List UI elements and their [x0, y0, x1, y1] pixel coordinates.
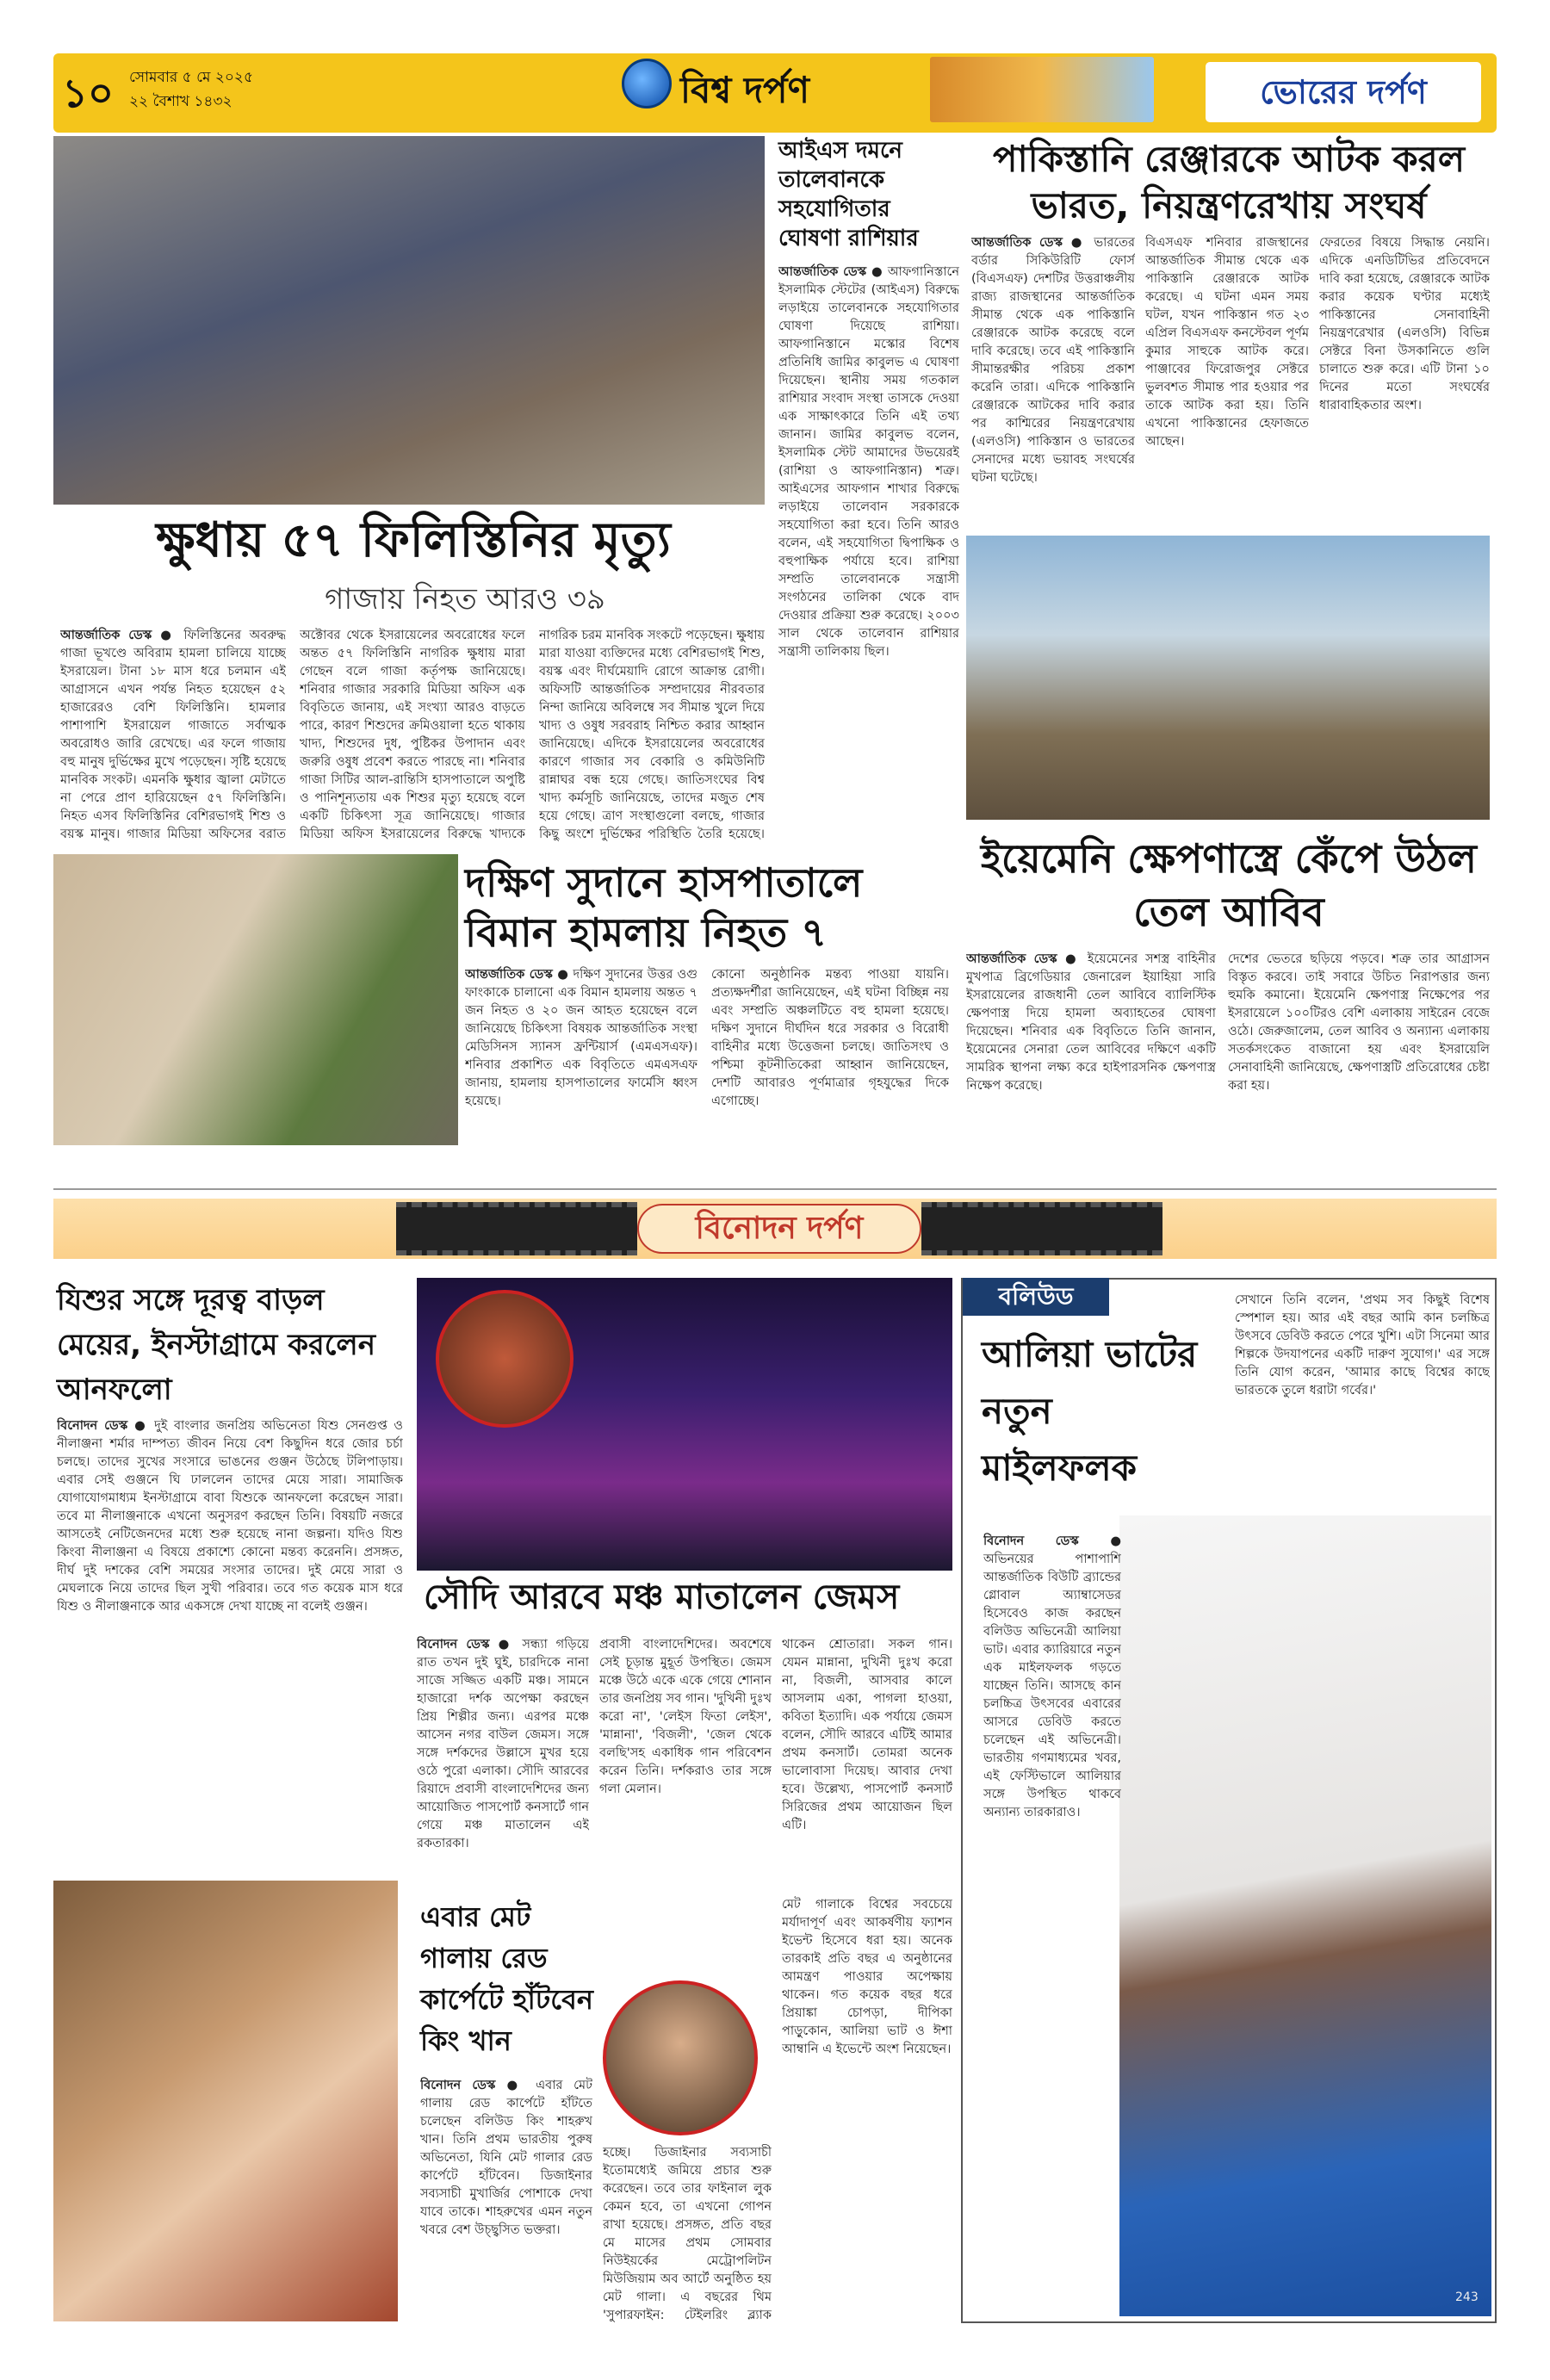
gaza-photo: [53, 136, 765, 505]
srk-headline: এবার মেট গালায় রেড কার্পেটে হাঁটবেন কিং খান: [420, 1900, 593, 2057]
gaza-headline: ক্ষুধায় ৫৭ ফিলিস্তিনির মৃত্যু: [156, 512, 671, 568]
alia-photo: [1119, 1515, 1491, 2316]
yemen-col1: আন্তর্জাতিক ডেস্ক ● ইয়েমেনের সশস্ত্র বাহিনীর মুখপাত্র ব্রিগেডিয়ার জেনারেল ইয়াহিয়া সারি ইসরায়েলের রাজধানী তেল আবিবে ব্যালিস্টিক ক্ষেপণাস্ত্র দিয়ে হামলা অব্যাহতের ঘোষণা দিয়েছেন। শনিবার এক বিবৃতিতে তিনি জানান, ইয়েমেনের সেনারা তেল আবিবের দক্ষিণে একটি সামরিক স্থাপনা লক্ষ্য করে হাইপারসনিক ক্ষেপণাস্ত্র নিক্ষেপ করেছে।: [966, 952, 1216, 1093]
pakistan-col3: ফেরতের বিষয়ে সিদ্ধান্ত নেয়নি। এদিকে এনডিটিভির প্রতিবেদনে দাবি করা হয়েছে, রেঞ্জারকে আটক করার কয়েক ঘণ্টার মধ্যেই পাকিস্তানের সেনাবাহিনী নিয়ন্ত্রণরেখার (এলওসি) বিভিন্ন সেক্টরে বিনা উসকানিতে গুলি চালাতে শুরু করে। এটি টানা ১০ দিনের মতো সংঘর্ষের ধারাবাহিকতার অংশ।: [1319, 236, 1490, 412]
james-col2: প্রবাসী বাংলাদেশিদের। অবশেষে সেই চূড়ান্ত মুহূর্ত উপস্থিত। জেমস মঞ্চে উঠে একে একে গেয়ে শোনান তার জনপ্রিয় সব গান। 'দুখিনী দুঃখ করো না', 'লেইস ফিতা লেইস', 'মান্নানা', 'বিজলী', 'জেল থেকে বলছি'সহ একাধিক গান পরিবেশন করেন তিনি। দর্শকরাও তার সঙ্গে গলা মেলান।: [599, 1638, 772, 1796]
daughter-text: বিনোদন ডেস্ক ● দুই বাংলার জনপ্রিয় অভিনেতা যিশু সেনগুপ্ত ও নীলাঞ্জনা শর্মার দাম্পত্য জীবন নিয়ে বেশ কিছুদিন ধরে জোর চর্চা চলছে। তাদের সুখের সংসারে ভাঙনের গুঞ্জন উঠেছে টলিপাড়ায়। এবার সেই গুঞ্জনে ঘি ঢাললেন তাদের মেয়ে সারা। সামাজিক যোগাযোগমাধ্যম ইনস্টাগ্রামে বাবা যিশুকে আনফলো করেছেন সারা। তবে মা নীলাঞ্জনাকে এখনো অনুসরণ করছেন তিনি। বিষয়টি নজরে আসতেই নেটিজেনদের মধ্যে শুরু হয়েছে নানা জল্পনা। যদিও যিশু কিংবা নীলাঞ্জনা এ বিষয়ে প্রকাশ্যে কোনো মন্তব্য করেননি। প্রসঙ্গত, দীর্ঘ দুই দশকের বেশি সময়ের সংসার তাদের। দুই মেয়ে সারা ও মেঘলাকে নিয়ে তাদের ছিল সুখী পরিবার। তবে গত কয়েক মাস ধরে যিশু ও নীলাঞ্জনাকে আর একসঙ্গে দেখা যাচ্ছে না বলেই গুঞ্জন।: [57, 1419, 403, 1614]
gaza-col1: আন্তর্জাতিক ডেস্ক ● ফিলিস্তিনের অবরুদ্ধ গাজা ভূখণ্ডে অবিরাম হামলা চালিয়ে যাচ্ছে ইসরায়েল। টানা ১৮ মাস ধরে চলমান এই আগ্রাসনে এখন পর্যন্ত নিহত হয়েছেন ৫২ হাজারেরও বেশি ফিলিস্তিনি। হামলার পাশাপাশি ইসরায়েল গাজাতে সর্বাত্মক অবরোধও জারি রেখেছে। এর ফলে গাজায় বহু মানুষ দুর্ভিক্ষের মুখে পড়েছেন। সৃষ্টি হয়েছে মানবিক সংকট। এমনকি ক্ষুধার জ্বালা মেটাতে না পেরে প্রাণ হারিয়েছেন ৫৭ ফিলিস্তিনি। নিহত এসব ফিলিস্তিনির বেশিরভাগই শিশু ও বয়স্ক মানুষ। গাজার মিডিয়া অফিসের বরাত: [60, 629, 286, 841]
globe-icon: [622, 59, 672, 108]
soldier-photo: [966, 536, 1490, 820]
film-strip-left: [396, 1202, 637, 1255]
pakistan-col2: বিএসএফ শনিবার রাজস্থানের আন্তর্জাতিক সীমান্ত থেকে এক পাকিস্তানি রেঞ্জারকে আটক করেছে। এ ঘটনা এমন সময় ঘটল, যখন পাকিস্তান গত ২৩ এপ্রিল বিএসএফ কনস্টেবল পূর্ণম কুমার সাহুকে আটক করে। পাঞ্জাবের ফিরোজপুর সেক্টরে ভুলবশত সীমান্ত পার হওয়ার পর তাকে আটক করা হয়। তিনি এখনো পাকিস্তানের হেফাজতে আছেন।: [1145, 236, 1309, 449]
film-strip-right: [921, 1202, 1162, 1255]
alia-text: বিনোদন ডেস্ক ● অভিনয়ের পাশাপাশি আন্তর্জাতিক বিউটি ব্র্যান্ডের গ্লোবাল অ্যাম্বাসেডর হিসেবেও কাজ করছেন বলিউড অভিনেত্রী আলিয়া ভাট। এবার ক্যারিয়ারে নতুন এক মাইলফলক গড়তে যাচ্ছেন তিনি। আসছে কান চলচ্চিত্র উৎসবের এবারের আসরে ডেবিউ করতে চলেছেন এই অভিনেত্রী। ভারতীয় গণমাধ্যমের খবর, এই ফেস্টিভালে আলিয়ার সঙ্গে উপস্থিত থাকবে অন্যান্য তারকারাও।: [983, 1534, 1121, 1819]
srk-col1: বিনোদন ডেস্ক ● এবার মেট গালায় রেড কার্পেটে হাঁটতে চলেছেন বলিউড কিং শাহরুখ খান। তিনি প্রথম ভারতীয় পুরুষ অভিনেতা, যিনি মেট গালার রেড কার্পেটে হাঁটবেন। ডিজাইনার সব্যসাচী মুখার্জির পোশাকে দেখা যাবে তাকে। শাহরুখের এমন নতুন খবরে বেশ উচ্ছ্বসিত ভক্তরা।: [420, 2079, 592, 2237]
daughter-headline: যিশুর সঙ্গে দূরত্ব বাড়ল মেয়ের, ইনস্টাগ্রামে করলেন আনফলো: [57, 1283, 376, 1407]
james-col1: বিনোদন ডেস্ক ● সন্ধ্যা গড়িয়ে রাত তখন দুই ঘুই, চারদিকে নানা সাজে সজ্জিত একটি মঞ্চ। সামনে হাজারো দর্শক অপেক্ষা করছেন প্রিয় শিল্পীর জন্য। এরপর মঞ্চে আসেন নগর বাউল জেমস। সঙ্গে সঙ্গে দর্শকদের উল্লাসে মুখর হয়ে ওঠে পুরো এলাকা। সৌদি আরবের রিয়াদে প্রবাসী বাংলাদেশিদের জন্য আয়োজিত পাসপোর্ট কনসার্টে গান গেয়ে মঞ্চ মাতালেন এই রকতারকা।: [417, 1638, 589, 1850]
alia-folio: 243: [1455, 2290, 1479, 2304]
russia-text: আন্তর্জাতিক ডেস্ক ● আফগানিস্তানে ইসলামিক স্টেটের (আইএস) বিরুদ্ধে লড়াইয়ে তালেবানকে সহযোগিতার ঘোষণা দিয়েছে রাশিয়া। আফগানিস্তানে মস্কোর বিশেষ প্রতিনিধি জামির কাবুলভ এ ঘোষণা দিয়েছেন। স্থানীয় সময় গতকাল রাশিয়ার সংবাদ সংস্থা তাসকে দেওয়া এক সাক্ষাৎকারে তিনি এই তথ্য জানান। জামির কাবুলভ বলেন, ইসলামিক স্টেট আমাদের উভয়েরই (রাশিয়া ও আফগানিস্তান) শত্রু। আইএসের আফগান শাখার বিরুদ্ধে লড়াইয়ে তালেবান সরকারকে সহযোগিতা করা হবে। তিনি আরও বলেন, এই সহযোগিতা দ্বিপাক্ষিক ও বহুপাক্ষিক পর্যায়ে হবে। রাশিয়া সম্প্রতি তালেবানকে সন্ত্রাসী সংগঠনের তালিকা থেকে বাদ দেওয়ার প্রক্রিয়া শুরু করেছে। ২০০৩ সাল থেকে তালেবান রাশিয়ার সন্ত্রাসী তালিকায় ছিল।: [778, 265, 959, 659]
yemen-col2: দেশের ভেতরে ছড়িয়ে পড়বে। শত্রু তার আগ্রাসন বিস্তৃত করবে। তাই সবারে উচিত নিরাপত্তার জন্য হুমকি কমানো। ইয়েমেনি ক্ষেপণাস্ত্র নিক্ষেপের পর ইসরায়েলে ১০০টিরও বেশি এলাকায় সাইরেন বেজে ওঠে। জেরুজালেম, তেল আবিব ও অন্যান্য এলাকায় সতর্কসংকেত বাজানো হয় এবং ইসরায়েলি সেনাবাহিনী জানিয়েছে, ক্ষেপণাস্ত্রটি প্রতিরোধের চেষ্টা করা হয়।: [1228, 952, 1490, 1093]
srk-col3: মেট গালাকে বিশ্বের সবচেয়ে মর্যাদাপূর্ণ এবং আকর্ষণীয় ফ্যাশন ইভেন্ট হিসেবে ধরা হয়। অনেক তারকাই প্রতি বছর এ অনুষ্ঠানের আমন্ত্রণ পাওয়ার অপেক্ষায় থাকেন। গত কয়েক বছর ধরে প্রিয়াঙ্কা চোপড়া, দীপিকা পাড়ুকোন, আলিয়া ভাট ও ঈশা আম্বানি এ ইভেন্টে অংশ নিয়েছেন।: [782, 1898, 952, 2056]
entertainment-title: বিনোদন দর্পণ: [637, 1204, 921, 1254]
james-headline: সৌদি আরবে মঞ্চ মাতালেন জেমস: [424, 1577, 900, 1617]
bollywood-tag: বলিউড: [963, 1278, 1109, 1316]
gaza-subhead: গাজায় নিহত আরও ৩৯: [325, 582, 605, 617]
brand-logo: ভোরের দর্পণ: [1206, 62, 1481, 122]
gaza-col3: নাগরিক চরম মানবিক সংকটে পড়েছেন। ক্ষুধায় মারা যাওয়া ব্যক্তিদের মধ্যে বেশিরভাগই শিশু, বয়স্ক এবং দীর্ঘমেয়াদি রোগে আক্রান্ত রোগী। অফিসটি আন্তর্জাতিক সম্প্রদায়ের নীরবতার নিন্দা জানিয়ে অবিলম্বে সব সীমান্ত খুলে দিয়ে খাদ্য ও ওষুধ সরবরাহ নিশ্চিত করার আহ্বান জানিয়েছে। এদিকে ইসরায়েলের অবরোধের কারণে গাজার সব বেকারি ও কমিউনিটি রান্নাঘর বন্ধ হয়ে গেছে। জাতিসংঘের বিশ্ব খাদ্য কর্মসূচি জানিয়েছে, তাদের মজুত শেষ হয়ে গেছে। ত্রাণ সংস্থাগুলো বলছে, গাজার কিছু অংশে দুর্ভিক্ষের পরিস্থিতি তৈরি হয়েছে।: [539, 629, 765, 841]
srk-portrait: [603, 1980, 758, 2135]
alia-text-top: সেখানে তিনি বলেন, 'প্রথম সব কিছুই বিশেষ স্পেশাল হয়। আর এই বছর আমি কান চলচ্চিত্র উৎসবে ডেবিউ করতে পেরে খুশি। এটা সিনেমা আর শিল্পকে উদযাপনের একটি দারুণ সুযোগ।' এর সঙ্গে তিনি যোগ করেন, 'আমার কাছে বিশ্বের কাছে ভারতকে তুলে ধরাটা গর্বের।': [1235, 1293, 1490, 1398]
james-portrait: [436, 1290, 574, 1428]
sudan-col2: কোনো অনুষ্ঠানিক মন্তব্য পাওয়া যায়নি। প্রত্যক্ষদর্শীরা জানিয়েছেন, এই ঘটনা বিচ্ছিন্ন নয় এবং সম্প্রতি অঞ্চলটিতে বহু হামলা হয়েছে। দক্ষিণ সুদানে দীর্ঘদিন ধরে সরকার ও বিরোধী বাহিনীর মধ্যে উত্তেজনা চলছে। জাতিসংঘ ও পশ্চিমা কূটনীতিকেরা আহ্বান জানিয়েছেন, দেশটি আবারও পূর্ণমাত্রার গৃহযুদ্ধের দিকে এগোচ্ছে।: [711, 968, 949, 1108]
date-line: সোমবার ৫ মে ২০২৫ ২২ বৈশাখ ১৪৩২: [129, 69, 254, 110]
srk-col2: হচ্ছে। ডিজাইনার সব্যসাচী ইতোমধ্যেই জমিয়ে প্রচার শুরু করেছেন। তবে তার ফাইনাল লুক কেমন হবে, তা এখনো গোপন রাখা হয়েছে। প্রসঙ্গত, প্রতি বছর মে মাসের প্রথম সোমবার নিউইয়র্কের মেট্রোপলিটন মিউজিয়াম অব আর্টে অনুষ্ঠিত হয় মেট গালা। এ বছরের থিম 'সুপারফাইন: টেইলরিং ব্ল্যাক: [603, 2146, 772, 2322]
page-number: ১০: [62, 70, 114, 116]
divider: [53, 1188, 1497, 1190]
sudan-col1: আন্তর্জাতিক ডেস্ক ● দক্ষিণ সুদানের উত্তর ওগু ফাংকাকে চালানো এক বিমান হামলায় অন্তত ৭ জন নিহত ও ২০ জন আহত হয়েছেন বলে জানিয়েছে চিকিৎসা বিষয়ক আন্তর্জাতিক সংস্থা মেডিসিনস স্যানস ফ্রন্টিয়ার্স (এমএসএফ)। শনিবার প্রকাশিত এক বিবৃতিতে এমএসএফ জানায়, হামলায় হাসপাতালের ফার্মেসি ধ্বংস হয়েছে।: [465, 968, 698, 1108]
pakistan-headline: পাকিস্তানি রেঞ্জারকে আটক করল ভারত, নিয়ন্ত্রণরেখায় সংঘর্ষ: [992, 138, 1466, 226]
section-title: বিশ্ব দর্পণ: [680, 69, 809, 111]
sudan-photo: [53, 854, 458, 1145]
alia-headline: আলিয়া ভাটের নতুন মাইলফলক: [982, 1333, 1198, 1489]
yemen-headline: ইয়েমেনি ক্ষেপণাস্ত্রে কেঁপে উঠল তেল আবিব: [981, 835, 1477, 935]
james-col3: থাকেন শ্রোতারা। সকল গান। যেমন মান্নানা, দুখিনী দুঃখ করো না, বিজলী, আসবার কালে আসলাম একা, পাগলা হাওয়া, কবিতা ইত্যাদি। এক পর্যায়ে জেমস বলেন, সৌদি আরবে এটিই আমার প্রথম কনসার্ট। তোমরা অনেক ভালোবাসা দিয়েছ। আবার দেখা হবে। উল্লেখ্য, পাসপোর্ট কনসার্ট সিরিজের প্রথম আয়োজন ছিল এটি।: [782, 1638, 952, 1832]
jishu-family-photo: [53, 1881, 398, 2321]
russia-headline: আইএস দমনে তালেবানকে সহযোগিতার ঘোষণা রাশিয়ার: [778, 138, 919, 251]
gaza-col2: অক্টোবর থেকে ইসরায়েলের অবরোধের ফলে অন্তত ৫৭ ফিলিস্তিনি নাগরিক ক্ষুধায় মারা গেছেন বলে গাজা কর্তৃপক্ষ জানিয়েছে। শনিবার গাজার সরকারি মিডিয়া অফিস এক বিবৃতিতে জানায়, এই সংখ্যা আরও বাড়তে পারে, কারণ শিশুদের ক্রমিওয়ালা হতে থাকায় খাদ্য, শিশুদের দুধ, পুষ্টিকর উপাদান এবং জরুরি ওষুধ প্রবেশ করতে পারছে না। শনিবার গাজা সিটির আল-রান্তিসি হাসপাতালে অপুষ্টি ও পানিশূন্যতায় এক শিশুর মৃত্যু হয়েছে বলে একটি চিকিৎসা সূত্র জানিয়েছে। গাজার মিডিয়া অফিস ইসরায়েলের বিরুদ্ধে খাদ্যকে: [300, 629, 525, 841]
pakistan-col1: আন্তর্জাতিক ডেস্ক ● ভারতের বর্ডার সিকিউরিটি ফোর্স (বিএসএফ) দেশটির উত্তরাঞ্চলীয় রাজ্য রাজস্থানের আন্তর্জাতিক সীমান্ত থেকে এক পাকিস্তানি রেঞ্জারকে আটক করেছে বলে দাবি করেছে। তবে এই পাকিস্তানি সীমান্তরক্ষীর পরিচয় প্রকাশ করেনি তারা। এদিকে পাকিস্তানি রেঞ্জারকে আটকের দাবি করার পর কাশ্মিরের নিয়ন্ত্রণরেখায় (এলওসি) পাকিস্তান ও ভারতের সেনাদের মধ্যে ভয়াবহ সংঘর্ষের ঘটনা ঘটেছে।: [971, 236, 1135, 485]
header-decoration-image: [930, 57, 1154, 122]
sudan-headline: দক্ষিণ সুদানে হাসপাতালে বিমান হামলায় নিহত ৭: [465, 859, 863, 956]
